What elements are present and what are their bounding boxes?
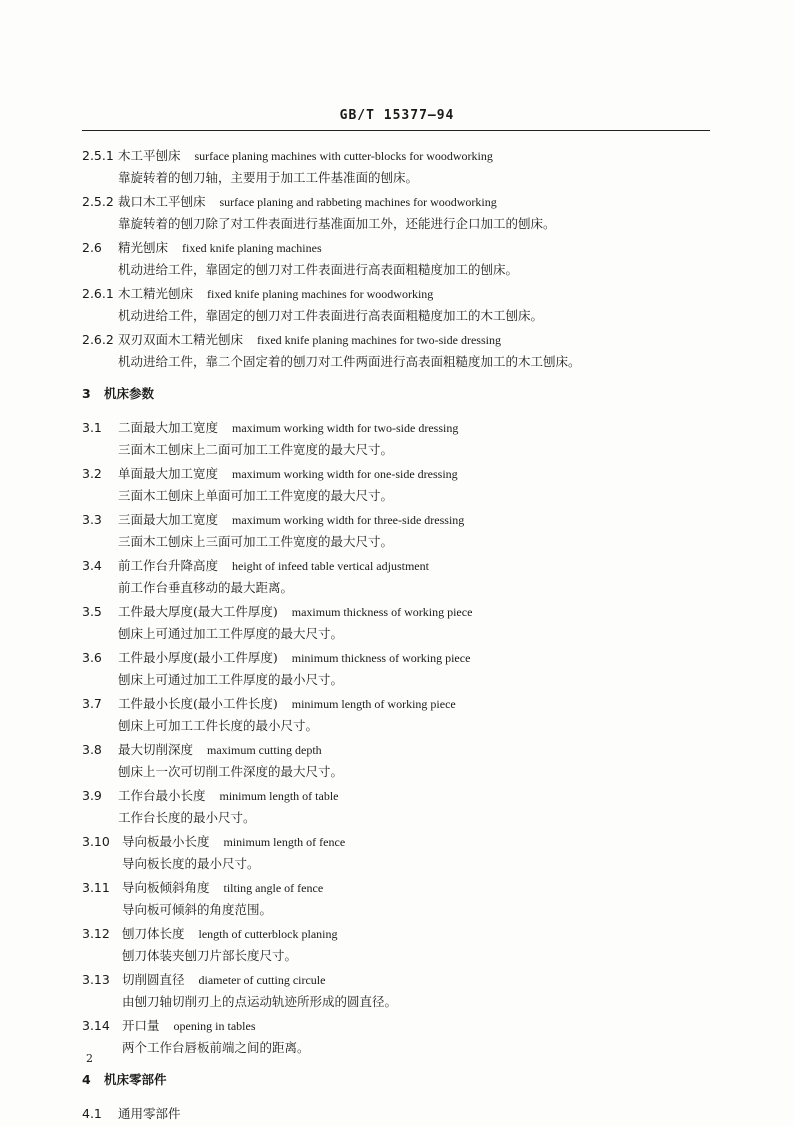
term-entry xyxy=(82,464,722,506)
term-entry xyxy=(82,192,722,234)
term-cn: 切削圆直径 xyxy=(122,972,185,987)
term-en: minimum length of table xyxy=(219,789,339,803)
term-entry xyxy=(82,238,722,280)
term-entry xyxy=(82,556,722,598)
term-en: maximum working width for three-side dressing xyxy=(232,513,465,527)
term-entry xyxy=(82,832,722,874)
term-en: maximum thickness of working piece xyxy=(291,605,473,619)
term-cn: 导向板倾斜角度 xyxy=(122,880,210,895)
term-cn: 最大切削深度 xyxy=(118,742,194,757)
term-definition: 刨床上可通过加工工件厚度的最小尺寸。 xyxy=(118,672,344,687)
term-entry xyxy=(82,740,722,782)
term-number: 2.6 xyxy=(82,240,102,255)
term-definition: 靠旋转着的刨刀轴，主要用于加工工件基准面的刨床。 xyxy=(118,170,419,185)
term-cn: 开口量 xyxy=(122,1018,160,1033)
term-en: surface planing machines with cutter-blocks for woodworking xyxy=(194,149,493,163)
term-definition: 两个工作台唇板前端之间的距离。 xyxy=(122,1040,310,1055)
term-entry xyxy=(82,146,722,188)
term-definition: 工作台长度的最小尺寸。 xyxy=(118,810,256,825)
term-entry xyxy=(82,1016,722,1058)
term-number: 3.2 xyxy=(82,466,102,481)
term-definition: 机动进给工件，靠固定的刨刀对工件表面进行高表面粗糙度加工的刨床。 xyxy=(118,262,519,277)
document-body xyxy=(82,146,722,1126)
term-number: 2.5.1 xyxy=(82,148,114,163)
term-definition: 刨刀体装夹刨刀片部长度尺寸。 xyxy=(122,948,298,963)
term-en: length of cutterblock planing xyxy=(198,927,338,941)
term-cn: 刨刀体长度 xyxy=(122,926,185,941)
term-definition: 导向板长度的最小尺寸。 xyxy=(122,856,260,871)
term-cn: 木工精光刨床 xyxy=(118,286,194,301)
term-definition: 刨床上一次可切削工件深度的最大尺寸。 xyxy=(118,764,344,779)
section-title: 机床零部件 xyxy=(104,1072,167,1087)
term-definition: 导向板可倾斜的角度范围。 xyxy=(122,902,273,917)
term-number: 3.7 xyxy=(82,696,102,711)
term-number: 3.12 xyxy=(82,926,110,941)
term-cn: 工件最小厚度(最小工件厚度) xyxy=(118,650,278,665)
term-number: 3.4 xyxy=(82,558,102,573)
header-rule xyxy=(82,130,710,131)
term-cn: 工件最小长度(最小工件长度) xyxy=(118,696,278,711)
term-definition: 前工作台垂直移动的最大距离。 xyxy=(118,580,294,595)
term-number: 3.9 xyxy=(82,788,102,803)
subsection-number: 4.1 xyxy=(82,1106,102,1121)
term-definition: 三面木工刨床上二面可加工工件宽度的最大尺寸。 xyxy=(118,442,394,457)
term-en: minimum length of fence xyxy=(223,835,346,849)
term-en: minimum thickness of working piece xyxy=(291,651,471,665)
term-cn: 双刃双面木工精光刨床 xyxy=(118,332,244,347)
term-en: fixed knife planing machines xyxy=(182,241,322,255)
term-cn: 精光刨床 xyxy=(118,240,169,255)
term-en: minimum length of working piece xyxy=(291,697,456,711)
term-cn: 工件最大厚度(最大工件厚度) xyxy=(118,604,278,619)
term-definition: 机动进给工件，靠二个固定着的刨刀对工件两面进行高表面粗糙度加工的木工刨床。 xyxy=(118,354,581,369)
term-entry xyxy=(82,418,722,460)
term-cn: 木工平刨床 xyxy=(118,148,181,163)
term-cn: 单面最大加工宽度 xyxy=(118,466,219,481)
term-number: 2.6.2 xyxy=(82,332,114,347)
term-entry xyxy=(82,648,722,690)
term-definition: 三面木工刨床上三面可加工工件宽度的最大尺寸。 xyxy=(118,534,394,549)
term-entry xyxy=(82,284,722,326)
page-header: GB/T 15377—94 xyxy=(339,108,455,123)
term-number: 3.11 xyxy=(82,880,110,895)
term-en: diameter of cutting circule xyxy=(198,973,326,987)
section-heading xyxy=(82,384,722,406)
subsection-title: 通用零部件 xyxy=(118,1106,181,1121)
term-entry xyxy=(82,786,722,828)
term-en: maximum working width for one-side dressing xyxy=(232,467,458,481)
term-en: maximum cutting depth xyxy=(207,743,322,757)
section-number: 4 xyxy=(82,1072,91,1087)
term-number: 3.5 xyxy=(82,604,102,619)
term-entry xyxy=(82,694,722,736)
term-definition: 靠旋转着的刨刀除了对工件表面进行基准面加工外，还能进行企口加工的刨床。 xyxy=(118,216,556,231)
term-cn: 三面最大加工宽度 xyxy=(118,512,219,527)
term-en: fixed knife planing machines for woodworking xyxy=(207,287,434,301)
term-en: tilting angle of fence xyxy=(223,881,324,895)
section-heading xyxy=(82,1070,722,1092)
term-number: 3.14 xyxy=(82,1018,110,1033)
term-entry xyxy=(82,924,722,966)
term-definition: 机动进给工件，靠固定的刨刀对工件表面进行高表面粗糙度加工的木工刨床。 xyxy=(118,308,544,323)
term-entry xyxy=(82,330,722,372)
term-entry xyxy=(82,602,722,644)
page-number: 2 xyxy=(86,1052,93,1065)
term-definition: 刨床上可加工工件长度的最小尺寸。 xyxy=(118,718,319,733)
term-number: 3.1 xyxy=(82,420,102,435)
term-cn: 裁口木工平刨床 xyxy=(118,194,206,209)
term-cn: 二面最大加工宽度 xyxy=(118,420,219,435)
term-entry xyxy=(82,510,722,552)
term-en: fixed knife planing machines for two-side dressing xyxy=(257,333,501,347)
term-en: opening in tables xyxy=(173,1019,256,1033)
term-en: maximum working width for two-side dressing xyxy=(232,421,459,435)
term-entry xyxy=(82,878,722,920)
term-en: surface planing and rabbeting machines for woodworking xyxy=(219,195,497,209)
term-cn: 导向板最小长度 xyxy=(122,834,210,849)
term-number: 2.6.1 xyxy=(82,286,114,301)
term-number: 2.5.2 xyxy=(82,194,114,209)
term-entry xyxy=(82,970,722,1012)
term-number: 3.6 xyxy=(82,650,102,665)
term-number: 3.8 xyxy=(82,742,102,757)
term-cn: 工作台最小长度 xyxy=(118,788,206,803)
term-definition: 三面木工刨床上单面可加工工件宽度的最大尺寸。 xyxy=(118,488,394,503)
term-definition: 刨床上可通过加工工件厚度的最大尺寸。 xyxy=(118,626,344,641)
term-number: 3.10 xyxy=(82,834,110,849)
term-number: 3.13 xyxy=(82,972,110,987)
term-definition: 由刨刀轴切削刃上的点运动轨迹所形成的圆直径。 xyxy=(122,994,398,1009)
section-title: 机床参数 xyxy=(104,386,155,401)
term-en: height of infeed table vertical adjustment xyxy=(232,559,429,573)
section-number: 3 xyxy=(82,386,91,401)
term-cn: 前工作台升降高度 xyxy=(118,558,219,573)
term-number: 3.3 xyxy=(82,512,102,527)
